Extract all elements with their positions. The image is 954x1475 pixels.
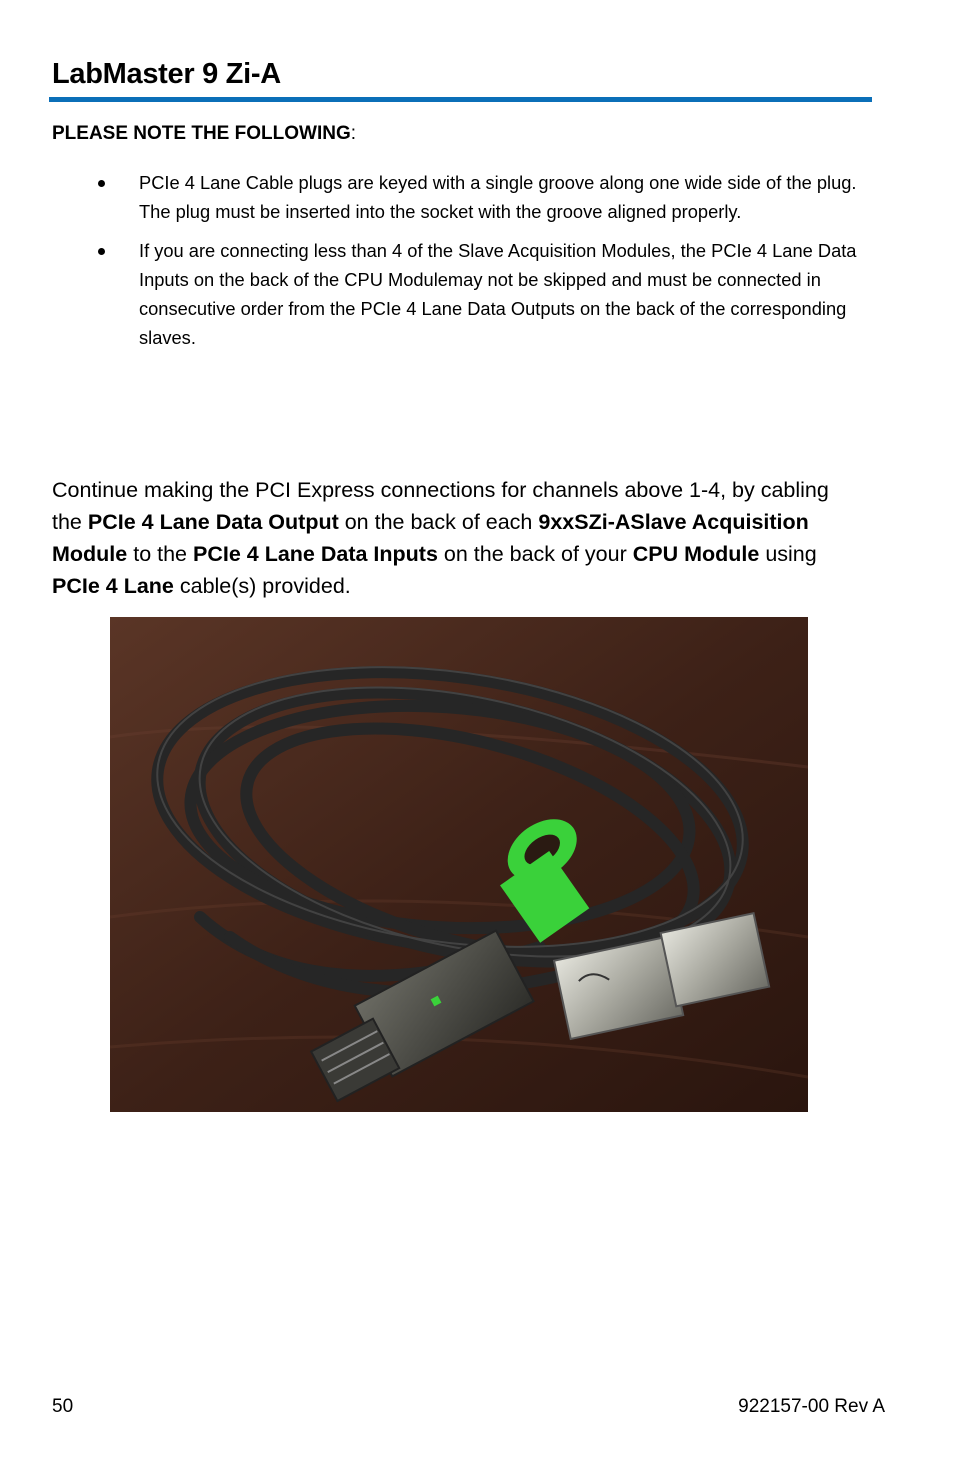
instruction-paragraph — [52, 474, 862, 602]
paragraph-text: to the — [127, 542, 193, 566]
bullet-icon — [98, 248, 105, 255]
document-revision: 922157-00 Rev A — [738, 1396, 885, 1417]
note-heading-colon: : — [350, 123, 357, 144]
bullet-icon — [98, 180, 105, 187]
paragraph-bold-data-inputs: PCIe 4 Lane Data Inputs — [193, 542, 438, 566]
document-title: LabMaster 9 Zi-A — [52, 58, 281, 90]
bullet-item — [52, 236, 872, 352]
note-heading-text: PLEASE NOTE THE FOLLOWING — [52, 123, 351, 144]
bullet-text: If you are connecting less than 4 of the Slave Acquisition Modules, the PCIe 4 Lane Data Inputs on the back of the CPU Modulemay not be skipped and must be connected in consecutive order from the PCIe 4 Lane Data Outputs on the back of the corresponding slaves. — [139, 240, 857, 348]
note-heading — [52, 120, 356, 148]
paragraph-text: on the back of each — [338, 510, 539, 534]
paragraph-bold-pcie-lane: PCIe 4 Lane — [52, 574, 174, 598]
bullet-text: PCIe 4 Lane Cable plugs are keyed with a single groove along one wide side of the plug. The plug must be inserted into the socket with the groove aligned properly. — [139, 172, 857, 222]
paragraph-text: on the back of your — [437, 542, 633, 566]
note-bullet-list — [52, 168, 872, 362]
paragraph-bold-cpu-module: CPU Module — [632, 542, 760, 566]
paragraph-bold-slave-module: 9xxSZi-ASlave Acquisition Module — [52, 510, 809, 566]
page-number: 50 — [52, 1396, 74, 1417]
paragraph-bold-data-output: PCIe 4 Lane Data Output — [87, 510, 339, 534]
bullet-item — [52, 168, 872, 226]
pcie-cable-photo — [110, 617, 808, 1112]
paragraph-text: using — [759, 542, 817, 566]
paragraph-text: cable(s) provided. — [173, 574, 351, 598]
title-divider — [49, 97, 872, 102]
paragraph-text: Continue making the PCI Express connections for channels above 1-4, by cabling the — [52, 478, 829, 534]
